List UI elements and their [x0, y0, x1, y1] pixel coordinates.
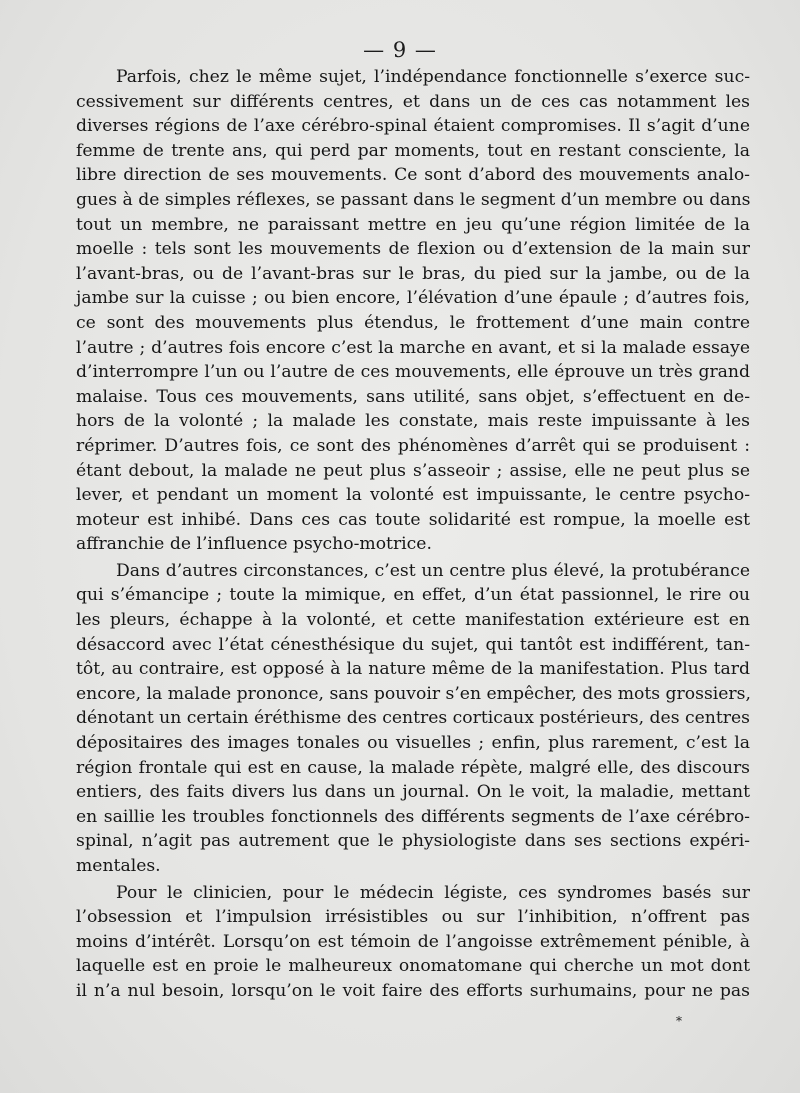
text-line: spinal, n’agit pas autrement que le physiologiste dans ses sections expéri-	[76, 831, 750, 852]
text-line: moteur est inhibé. Dans ces cas toute solidarité est rompue, la moelle est	[76, 509, 750, 530]
text-line: encore, la malade prononce, sans pouvoir s’en empêcher, des mots grossiers,	[76, 683, 751, 704]
text-line: l’autre ; d’autres fois encore c’est la marche en avant, et si la malade essaye	[76, 337, 750, 358]
paragraph-3	[76, 881, 750, 1004]
text-line: l’avant-bras, ou de l’avant-bras sur le bras, du pied sur la jambe, ou de la	[76, 263, 750, 284]
text-line: Dans d’autres circonstances, c’est un centre plus élevé, la protubérance	[116, 560, 750, 581]
paragraph-2	[76, 559, 750, 879]
text-line: dépositaires des images tonales ou visuelles ; enfin, plus rarement, c’est la	[76, 733, 750, 754]
text-line: l’obsession et l’impulsion irrésistibles ou sur l’inhibition, n’offrent pas	[76, 907, 750, 928]
text-line: jambe sur la cuisse ; ou bien encore, l’élévation d’une épaule ; d’autres fois,	[76, 288, 750, 309]
paragraph-1	[76, 65, 750, 557]
text-line: moins d’intérêt. Lorsqu’on est témoin de l’angoisse extrêmement pénible, à	[76, 931, 750, 952]
text-line: libre direction de ses mouvements. Ce sont d’abord des mouvements analo-	[76, 165, 750, 186]
text-line: cessivement sur différents centres, et dans un de ces cas notamment les	[76, 91, 750, 112]
text-line: gues à de simples réflexes, se passant dans le segment d’un membre ou dans	[76, 189, 751, 210]
text-line: il n’a nul besoin, lorsqu’on le voit faire des efforts surhumains, pour ne pas	[76, 980, 750, 1001]
text-line: étant debout, la malade ne peut plus s’asseoir ; assise, elle ne peut plus se	[76, 460, 750, 481]
text-line: hors de la volonté ; la malade les constate, mais reste impuissante à les	[76, 411, 750, 432]
text-line: dénotant un certain éréthisme des centres corticaux postérieurs, des centres	[76, 708, 750, 729]
page-number: — 9 —	[363, 38, 437, 62]
text-line: désaccord avec l’état cénesthésique du sujet, qui tantôt est indifférent, tan-	[76, 634, 750, 655]
text-line: les pleurs, échappe à la volonté, et cette manifestation extérieure est en	[76, 610, 750, 631]
text-line: malaise. Tous ces mouvements, sans utilité, sans objet, s’effectuent en de-	[76, 386, 750, 407]
text-line: entiers, des faits divers lus dans un journal. On le voit, la maladie, mettant	[76, 782, 750, 803]
text-line: affranchie de l’influence psycho-motrice.	[76, 534, 432, 555]
text-line: d’interrompre l’un ou l’autre de ces mouvements, elle éprouve un très grand	[76, 362, 750, 383]
text-line: qui s’émancipe ; toute la mimique, en effet, d’un état passionnel, le rire ou	[76, 585, 750, 606]
text-line: région frontale qui est en cause, la malade répète, malgré elle, des discours	[76, 757, 750, 778]
text-line: lever, et pendant un moment la volonté est impuissante, le centre psycho-	[76, 485, 750, 506]
printer-mark: *	[676, 1014, 682, 1028]
text-line: Parfois, chez le même sujet, l’indépendance fonctionnelle s’exerce suc-	[116, 67, 750, 87]
text-line: femme de trente ans, qui perd par moments, tout en restant consciente, la	[76, 140, 750, 161]
text-line: tôt, au contraire, est opposé à la nature même de la manifestation. Plus tard	[76, 659, 750, 680]
text-line: Pour le clinicien, pour le médecin légiste, ces syndromes basés sur	[116, 882, 750, 903]
text-line: tout un membre, ne paraissant mettre en jeu qu’une région limitée de la	[76, 214, 750, 235]
body-text	[76, 65, 750, 1004]
text-line: réprimer. D’autres fois, ce sont des phénomènes d’arrêt qui se produisent :	[76, 435, 750, 456]
text-line: ce sont des mouvements plus étendus, le frottement d’une main contre	[76, 312, 750, 333]
text-line: moelle : tels sont les mouvements de flexion ou d’extension de la main sur	[76, 239, 750, 260]
text-line: diverses régions de l’axe cérébro-spinal étaient compromises. Il s’agit d’une	[76, 116, 750, 137]
text-line: laquelle est en proie le malheureux onomatomane qui cherche un mot dont	[76, 956, 750, 977]
text-line: mentales.	[76, 856, 161, 876]
text-line: en saillie les troubles fonctionnels des différents segments de l’axe cérébro-	[76, 806, 750, 827]
